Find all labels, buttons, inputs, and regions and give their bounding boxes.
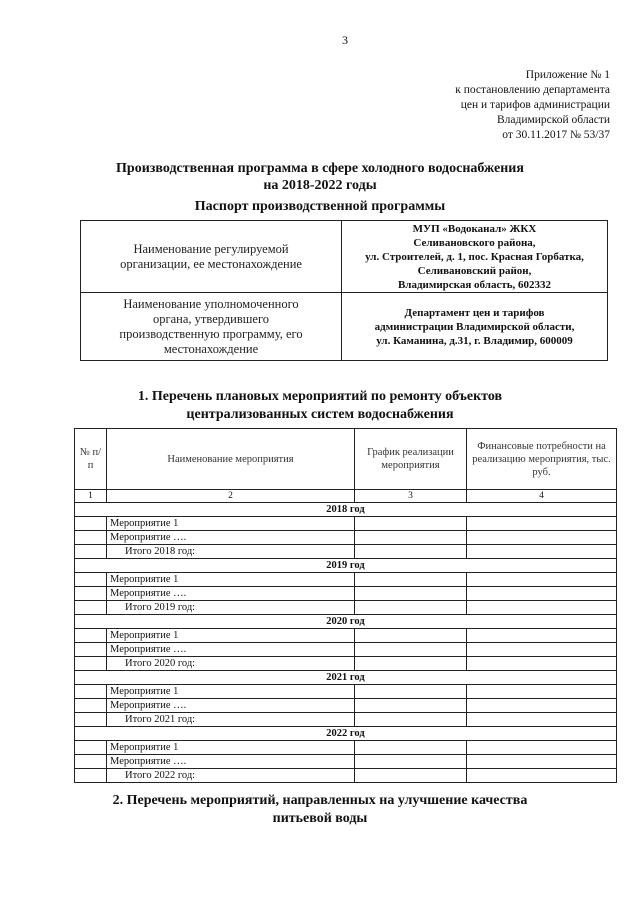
- table-cell: [355, 601, 467, 615]
- table-cell: [355, 741, 467, 755]
- value-line: Селивановский район,: [417, 264, 532, 277]
- value-line: Селивановского района,: [413, 236, 536, 249]
- heading-line: питьевой воды: [272, 811, 368, 826]
- appendix-line: от 30.11.2017 № 53/37: [502, 129, 610, 141]
- table-cell: [355, 755, 467, 769]
- passport-heading: Паспорт производственной программы: [194, 199, 446, 214]
- table-cell: [75, 601, 107, 615]
- year-row: [75, 727, 617, 741]
- table-cell: [467, 685, 617, 699]
- appendix-line: Приложение № 1: [525, 69, 610, 81]
- year-row: [75, 671, 617, 685]
- table-cell: [75, 713, 107, 727]
- total-row: [75, 769, 617, 783]
- table-cell: [467, 587, 617, 601]
- appendix-note: [400, 68, 610, 143]
- table-cell: [467, 643, 617, 657]
- table-cell: [355, 573, 467, 587]
- appendix-line: цен и тарифов администрации: [460, 99, 610, 111]
- activity-row: [75, 573, 617, 587]
- label-line: Наименование уполномоченного: [123, 296, 299, 311]
- column-number: 1: [75, 490, 107, 503]
- value-line: администрации Владимирской области,: [374, 320, 575, 333]
- table-cell: [467, 755, 617, 769]
- plan-table: [74, 428, 617, 783]
- page-number: 3: [342, 33, 348, 47]
- table-header-row: [75, 429, 617, 490]
- table-cell: [467, 545, 617, 559]
- table-cell: [355, 685, 467, 699]
- value-line: МУП «Водоканал» ЖКХ: [412, 222, 537, 235]
- activity-name: Мероприятие ….: [107, 699, 355, 713]
- section-1-heading: [0, 388, 640, 424]
- table-cell: [75, 531, 107, 545]
- table-cell: [467, 629, 617, 643]
- activity-row: [75, 755, 617, 769]
- activity-row: [75, 517, 617, 531]
- passport-label: [81, 293, 342, 361]
- table-cell: [355, 769, 467, 783]
- table-cell: [75, 741, 107, 755]
- activity-name: Мероприятие ….: [107, 587, 355, 601]
- total-label: Итого 2022 год:: [107, 769, 355, 783]
- table-cell: [467, 601, 617, 615]
- activity-name: Мероприятие 1: [107, 741, 355, 755]
- table-cell: [75, 629, 107, 643]
- value-line: Департамент цен и тарифов: [404, 306, 545, 319]
- label-line: производственную программу, его: [119, 326, 303, 341]
- table-cell: [75, 545, 107, 559]
- column-number: 3: [355, 490, 467, 503]
- appendix-line: Владимирской области: [496, 114, 610, 126]
- activity-row: [75, 629, 617, 643]
- title-line: Производственная программа в сфере холодного водоснабжения: [116, 161, 524, 176]
- activity-row: [75, 643, 617, 657]
- total-row: [75, 657, 617, 671]
- label-line: организации, ее местонахождение: [120, 256, 302, 271]
- table-cell: [467, 573, 617, 587]
- passport-label: [81, 221, 342, 293]
- table-cell: [467, 713, 617, 727]
- total-label: Итого 2021 год:: [107, 713, 355, 727]
- table-cell: [355, 545, 467, 559]
- total-row: [75, 601, 617, 615]
- table-cell: [467, 531, 617, 545]
- document-title: [0, 160, 640, 194]
- heading-line: централизованных систем водоснабжения: [186, 407, 454, 422]
- table-cell: [355, 517, 467, 531]
- label-line: Наименование регулируемой: [133, 241, 289, 256]
- total-row: [75, 545, 617, 559]
- activity-name: Мероприятие 1: [107, 685, 355, 699]
- column-header: Наименование мероприятия: [107, 429, 355, 490]
- total-label: Итого 2018 год:: [107, 545, 355, 559]
- section-2-heading: [0, 792, 640, 828]
- table-cell: [75, 685, 107, 699]
- activity-row: [75, 587, 617, 601]
- table-cell: [75, 643, 107, 657]
- column-header: График реализации мероприятия: [355, 429, 467, 490]
- heading-line: 2. Перечень мероприятий, направленных на улучшение качества: [112, 793, 528, 808]
- table-cell: [355, 629, 467, 643]
- passport-value: [342, 221, 608, 293]
- table-cell: [75, 573, 107, 587]
- table-cell: [355, 699, 467, 713]
- label-line: местонахождение: [163, 341, 259, 356]
- activity-name: Мероприятие 1: [107, 573, 355, 587]
- value-line: Владимирская область, 602332: [397, 278, 552, 291]
- activity-row: [75, 685, 617, 699]
- table-cell: [355, 657, 467, 671]
- passport-table: [80, 220, 608, 361]
- year-row: [75, 559, 617, 573]
- table-cell: [467, 657, 617, 671]
- table-cell: [355, 531, 467, 545]
- activity-name: Мероприятие 1: [107, 629, 355, 643]
- heading-line: 1. Перечень плановых мероприятий по ремонту объектов: [137, 389, 503, 404]
- year-label: 2018 год: [75, 503, 617, 517]
- table-cell: [75, 755, 107, 769]
- column-header: Финансовые потребности на реализацию мероприятия, тыс. руб.: [467, 429, 617, 490]
- value-line: ул. Каманина, д.31, г. Владимир, 600009: [376, 334, 573, 347]
- column-number: 4: [467, 490, 617, 503]
- passport-row: [81, 221, 608, 293]
- column-number-row: [75, 490, 617, 503]
- activity-row: [75, 699, 617, 713]
- column-header: № п/п: [75, 429, 107, 490]
- table-cell: [467, 699, 617, 713]
- activity-name: Мероприятие ….: [107, 531, 355, 545]
- label-line: органа, утвердившего: [152, 311, 270, 326]
- year-label: 2021 год: [75, 671, 617, 685]
- table-cell: [75, 587, 107, 601]
- table-cell: [75, 517, 107, 531]
- activity-name: Мероприятие ….: [107, 643, 355, 657]
- total-row: [75, 713, 617, 727]
- appendix-line: к постановлению департамента: [455, 84, 610, 96]
- table-cell: [467, 769, 617, 783]
- table-cell: [355, 643, 467, 657]
- table-cell: [355, 587, 467, 601]
- year-row: [75, 503, 617, 517]
- table-cell: [75, 657, 107, 671]
- total-label: Итого 2019 год:: [107, 601, 355, 615]
- table-cell: [467, 517, 617, 531]
- activity-name: Мероприятие 1: [107, 517, 355, 531]
- table-cell: [75, 699, 107, 713]
- year-label: 2019 год: [75, 559, 617, 573]
- table-cell: [75, 769, 107, 783]
- value-line: ул. Строителей, д. 1, пос. Красная Горбатка,: [365, 250, 584, 263]
- table-cell: [467, 741, 617, 755]
- table-cell: [355, 713, 467, 727]
- activity-row: [75, 531, 617, 545]
- total-label: Итого 2020 год:: [107, 657, 355, 671]
- column-number: 2: [107, 490, 355, 503]
- title-line: на 2018-2022 годы: [263, 178, 377, 193]
- year-label: 2022 год: [75, 727, 617, 741]
- year-row: [75, 615, 617, 629]
- activity-name: Мероприятие ….: [107, 755, 355, 769]
- activity-row: [75, 741, 617, 755]
- passport-row: [81, 293, 608, 361]
- passport-value: [342, 293, 608, 361]
- year-label: 2020 год: [75, 615, 617, 629]
